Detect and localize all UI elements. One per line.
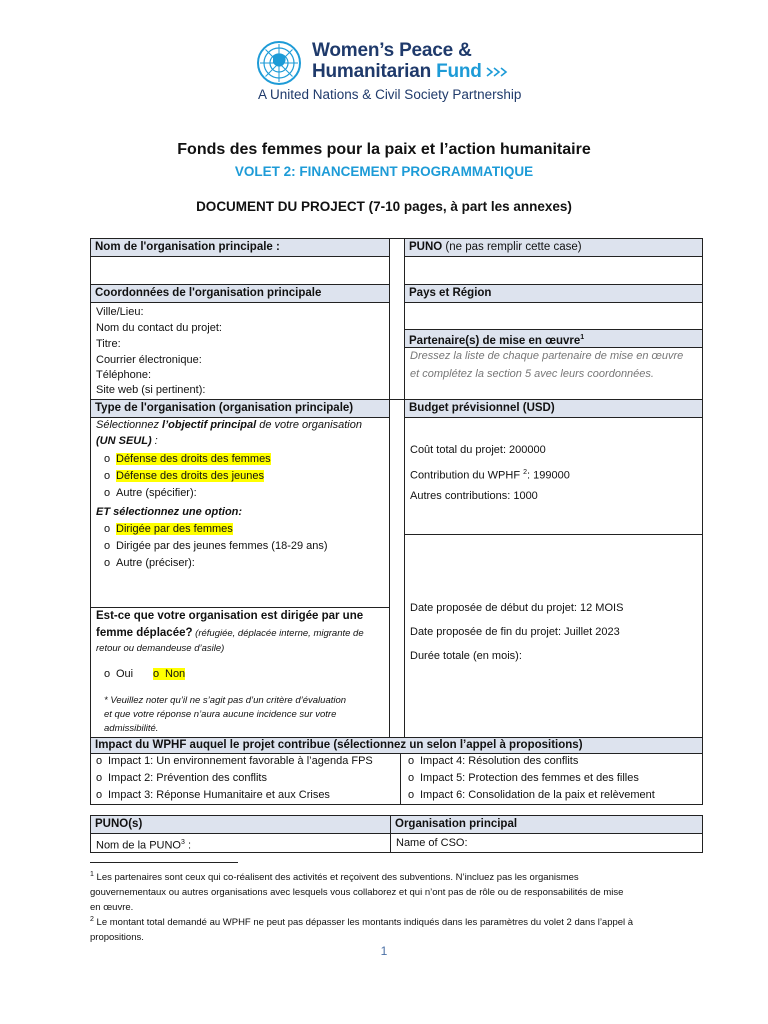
checkbox-bullet-icon: o [96, 772, 103, 784]
coords-header: Coordonnées de l'organisation principale [90, 284, 389, 302]
proposed-start-date: Date proposée de début du projet: 12 MOIS [410, 602, 624, 614]
objective-option-2-label: Défense des droits des jeunes [116, 470, 264, 482]
footnote-1 [90, 867, 700, 915]
footnote-2-line1 [90, 912, 700, 930]
objective-option-1[interactable] [104, 451, 271, 467]
checkbox-bullet-icon: o [104, 540, 111, 552]
proposed-end-date: Date proposée de fin du projet: Juillet 2023 [410, 626, 620, 638]
impact-option-3-label: Impact 3: Réponse Humanitaire et aux Crises [108, 789, 330, 801]
partners-header [404, 329, 703, 347]
org-type-header: Type de l'organisation (organisation principale) [90, 399, 389, 417]
total-duration: Durée totale (en mois): [410, 650, 522, 662]
impact-option-6-label: Impact 6: Consolidation de la paix et relèvement [420, 789, 655, 801]
leadership-option-1[interactable] [104, 521, 233, 537]
leadership-option-3-label: Autre (préciser): [116, 557, 195, 569]
checkbox-bullet-icon: o [104, 557, 111, 569]
page-number: 1 [380, 944, 388, 958]
displaced-question-3: retour ou demandeuse d’asile) [96, 643, 225, 654]
eligibility-note-1: * Veuillez noter qu’il ne s’agit pas d’un critère d’évaluation [104, 695, 347, 706]
impact-option-1[interactable] [96, 753, 373, 769]
budget-wphf-contribution [410, 465, 570, 484]
impact-header: Impact du WPHF auquel le projet contribue (sélectionnez un selon l’appel à propositions) [90, 737, 703, 753]
puno-name-label: Nom de la PUNO [96, 839, 181, 852]
impact-option-4-label: Impact 4: Résolution des conflits [420, 755, 579, 767]
select-objective-emph: l’objectif principal [162, 419, 257, 431]
puno-org-table [90, 815, 703, 853]
displaced-question-emph: femme déplacée? [96, 627, 193, 639]
impact-option-5-label: Impact 5: Protection des femmes et des filles [420, 772, 639, 784]
leadership-option-2-label: Dirigée par des jeunes femmes (18-29 ans) [116, 540, 328, 552]
puno-name-field [96, 835, 191, 854]
budget-total-cost: Coût total du projet: 200000 [410, 444, 546, 456]
displaced-oui-label: Oui [116, 668, 134, 680]
checkbox-bullet-icon: o [104, 487, 111, 499]
checkbox-bullet-icon: o [96, 789, 103, 801]
impact-option-4[interactable] [408, 753, 578, 769]
impact-option-3[interactable] [96, 787, 330, 803]
coords-title: Titre: [96, 338, 121, 350]
project-info-table [90, 238, 703, 804]
footnote-1-text1: Les partenaires sont ceux qui co-réalisent des activités et reçoivent des subventions. N’incluez pas les organismes [93, 872, 579, 884]
checkbox-bullet-icon: o [104, 523, 111, 535]
coords-email: Courrier électronique: [96, 354, 202, 366]
document-title: Fonds des femmes pour la paix et l’action humanitaire [177, 141, 591, 158]
displaced-question-1: Est-ce que votre organisation est dirigée par une [96, 610, 364, 622]
checkbox-bullet-icon: o [104, 470, 111, 482]
impact-option-2-label: Impact 2: Prévention des conflits [108, 772, 267, 784]
impact-option-1-label: Impact 1: Un environnement favorable à l’agenda FPS [108, 755, 373, 767]
impact-option-5[interactable] [408, 770, 639, 786]
puno-name-colon: : [184, 839, 192, 852]
eligibility-note-2: et que votre réponse n’aura aucune incidence sur votre [104, 709, 337, 720]
budget-other-contributions: Autres contributions: 1000 [410, 490, 538, 502]
footnote-1-line2: gouvernementaux ou autres organisations avec lesquels vous collaborez et qui n’ont pas de rôle ou de responsabilités de mise [90, 887, 624, 899]
leadership-option-3[interactable] [104, 555, 195, 571]
document-subtitle: VOLET 2: FINANCEMENT PROGRAMMATIQUE [234, 164, 534, 179]
displaced-non-option[interactable] [153, 666, 185, 682]
arrows-icon [486, 67, 508, 77]
checkbox-bullet-icon: o [408, 755, 415, 767]
wphf-contribution-label: Contribution du WPHF [410, 469, 524, 482]
partners-footnote-ref: 1 [580, 334, 585, 341]
footnote-separator [90, 862, 238, 863]
select-one-line [96, 433, 158, 449]
puno-header [404, 238, 703, 256]
footnote-1-number: 1 [90, 871, 94, 878]
cso-name-field: Name of CSO: [396, 837, 468, 849]
partners-hint-1: Dressez la liste de chaque partenaire de mise en œuvre [410, 350, 684, 362]
footnote-2 [90, 912, 700, 945]
wphf-contribution-value: : 199000 [527, 469, 570, 482]
punos-header: PUNO(s) [90, 815, 390, 833]
lead-org-header: Organisation principal [390, 815, 703, 833]
footnote-1-line3: en œuvre. [90, 902, 134, 914]
wphf-logo [256, 38, 546, 108]
displaced-question-2 [96, 625, 364, 642]
impact-option-2[interactable] [96, 770, 267, 786]
checkbox-bullet-icon: o [408, 772, 415, 784]
logo-name [312, 40, 508, 82]
footnote-2-number: 2 [90, 916, 94, 923]
objective-option-1-label: Défense des droits des femmes [116, 453, 271, 465]
org-name-header: Nom de l'organisation principale : [90, 238, 389, 256]
partners-hint-2: et complétez la section 5 avec leurs coordonnées. [410, 368, 654, 380]
puno-label: PUNO [409, 241, 443, 253]
partners-label: Partenaire(s) de mise en œuvre [409, 334, 581, 347]
un-emblem-icon [256, 40, 302, 86]
coords-contact: Nom du contact du projet: [96, 322, 222, 334]
select-objective-line [96, 417, 362, 433]
footnote-2-line2: propositions. [90, 932, 144, 944]
objective-option-3-label: Autre (spécifier): [116, 487, 197, 499]
coords-website: Site web (si pertinent): [96, 384, 206, 396]
puno-footnote-ref: 3 [180, 839, 185, 846]
select-one-colon: : [151, 435, 158, 447]
checkbox-bullet-icon: o [104, 453, 111, 465]
impact-option-6[interactable] [408, 787, 655, 803]
select-suffix: de votre organisation [256, 419, 362, 431]
displaced-question-note: (réfugiée, déplacée interne, migrante de [192, 628, 364, 639]
checkbox-bullet-icon: o [408, 789, 415, 801]
select-prefix: Sélectionnez [96, 419, 163, 431]
logo-name-humanitarian: Humanitarian [312, 61, 437, 82]
leadership-option-1-label: Dirigée par des femmes [116, 523, 233, 535]
select-one-emph: (UN SEUL) [96, 435, 152, 447]
footnote-1-line1 [90, 867, 700, 885]
puno-note: (ne pas remplir cette case) [442, 241, 582, 253]
footnote-2-text1: Le montant total demandé au WPHF ne peut pas dépasser les montants indiqués dans les paramètres du volet 2 dans l’appel à [93, 917, 634, 929]
leadership-option-2[interactable] [104, 538, 328, 554]
logo-name-line2 [312, 61, 508, 82]
budget-header: Budget prévisionnel (USD) [404, 399, 703, 417]
displaced-non-highlight [153, 668, 185, 680]
objective-option-2[interactable] [104, 468, 264, 484]
coords-city: Ville/Lieu: [96, 306, 144, 318]
document-type-heading: DOCUMENT DU PROJECT (7-10 pages, à part les annexes) [196, 199, 572, 214]
displaced-oui-option[interactable] [104, 666, 133, 682]
radio-bullet-icon: o [104, 668, 111, 680]
objective-option-3[interactable] [104, 485, 197, 501]
select-option-label: ET sélectionnez une option: [96, 506, 243, 518]
coords-phone: Téléphone: [96, 369, 152, 381]
logo-name-fund: Fund [436, 61, 482, 82]
logo-tagline: A United Nations & Civil Society Partnership [258, 87, 522, 102]
logo-name-line1: Women’s Peace & [312, 40, 472, 61]
checkbox-bullet-icon: o [96, 755, 103, 767]
country-region-header: Pays et Région [404, 284, 703, 302]
eligibility-note-3: admissibilité. [104, 723, 159, 734]
displaced-non-label: Non [165, 668, 186, 680]
wphf-footnote-ref: 2 [523, 469, 528, 476]
radio-bullet-icon: o [153, 668, 160, 680]
